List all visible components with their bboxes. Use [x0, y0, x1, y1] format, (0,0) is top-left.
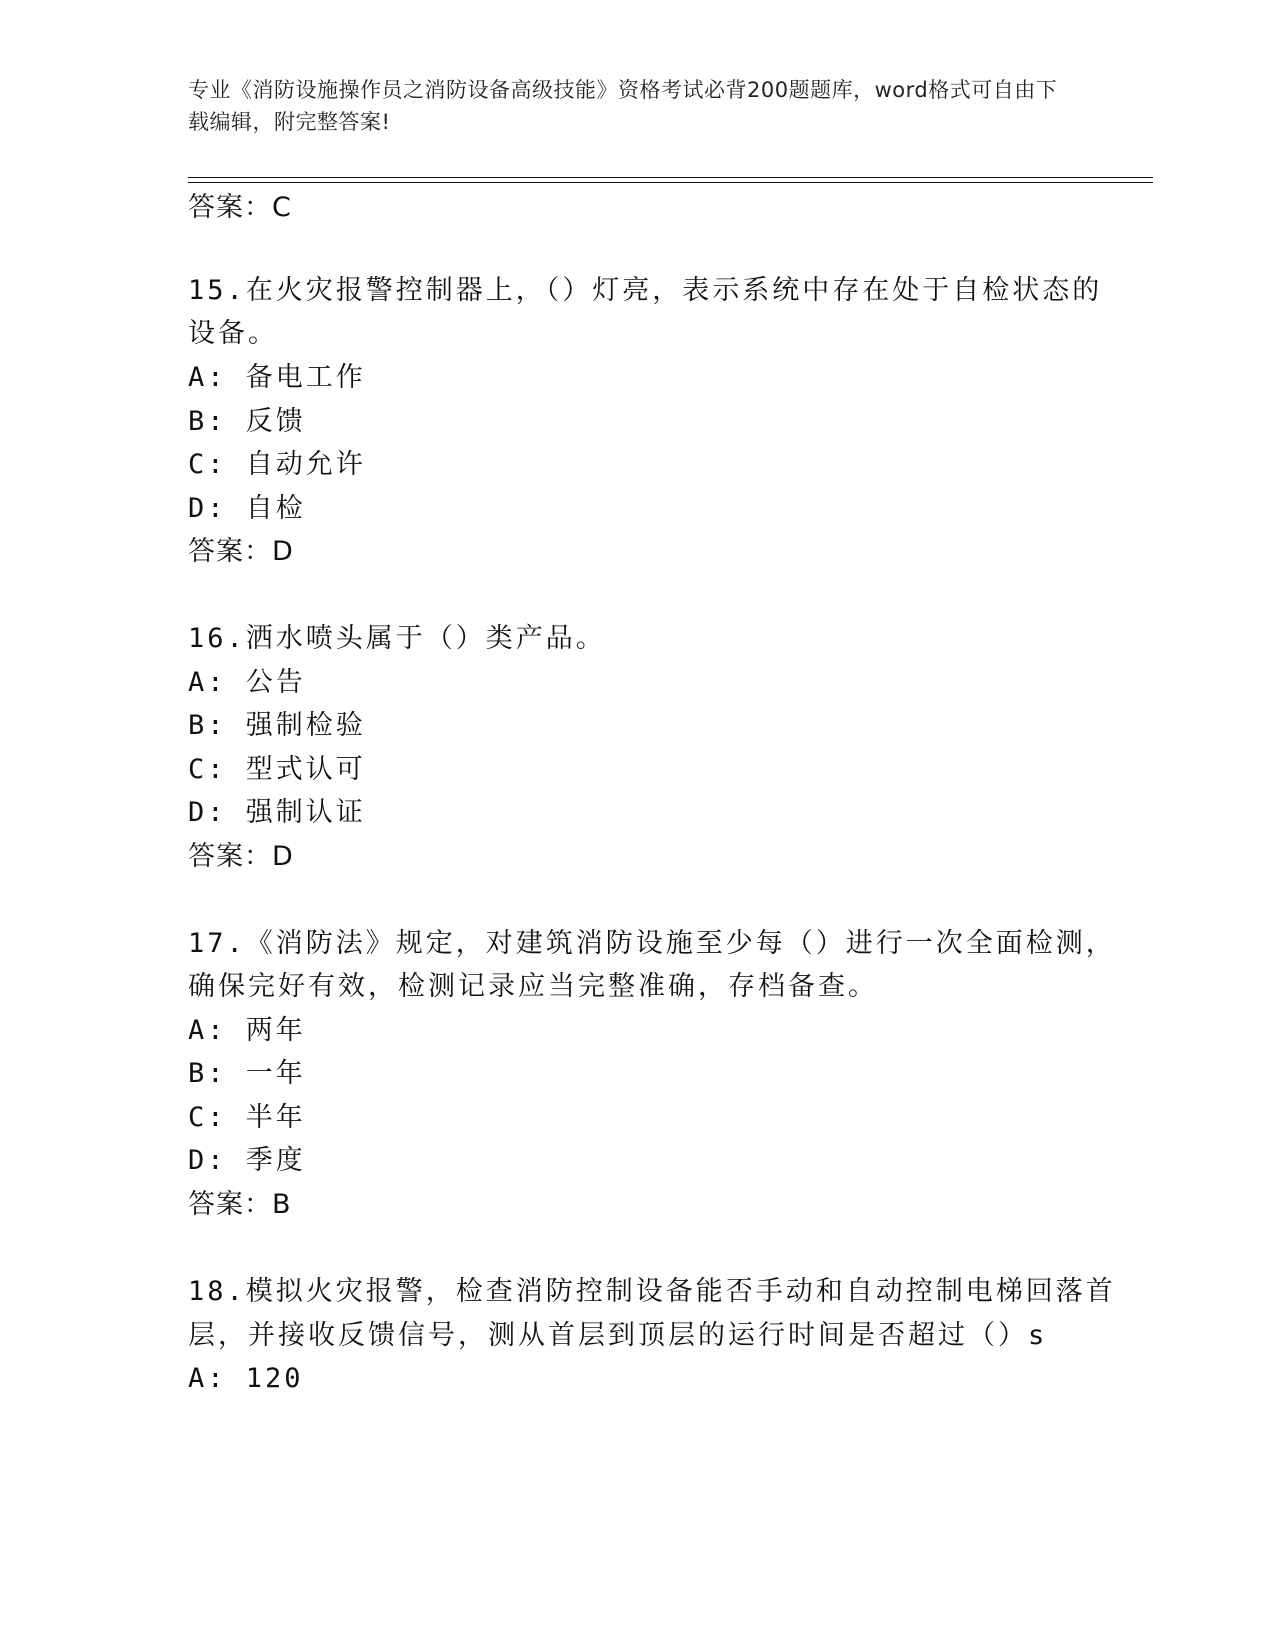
option-b: B: 一年	[188, 1058, 306, 1089]
option-a: A: 公告	[188, 667, 306, 698]
answer-previous: 答案：C	[188, 192, 292, 223]
option-b: B: 反馈	[188, 406, 306, 437]
header-divider-bottom	[188, 182, 1153, 183]
question-text-line1: 18.模拟火灾报警，检查消防控制设备能否手动和自动控制电梯回落首	[188, 1276, 1116, 1307]
question-text-line1: 16.洒水喷头属于（）类产品。	[188, 623, 606, 654]
option-d: D: 自检	[188, 493, 306, 524]
option-b: B: 强制检验	[188, 710, 366, 741]
document-header: 专业《消防设施操作员之消防设备高级技能》资格考试必背200题题库，word格式可自由下载编辑，附完整答案!	[188, 78, 1058, 134]
option-d: D: 季度	[188, 1145, 306, 1176]
option-c: C: 型式认可	[188, 754, 366, 785]
option-a: A: 备电工作	[188, 362, 366, 393]
option-c: C: 半年	[188, 1102, 306, 1133]
question-text-line2: 确保完好有效，检测记录应当完整准确，存档备查。	[188, 971, 878, 1002]
option-a: A: 两年	[188, 1015, 306, 1046]
header-divider-top	[188, 177, 1153, 178]
question-text-line1: 17.《消防法》规定，对建筑消防设施至少每（）进行一次全面检测，	[188, 928, 1116, 959]
question-text-line2: 设备。	[188, 318, 278, 349]
answer-label: 答案：D	[188, 536, 294, 567]
answer-label: 答案：D	[188, 841, 294, 872]
question-text-line1: 15.在火灾报警控制器上，（）灯亮，表示系统中存在处于自检状态的	[188, 275, 1103, 306]
option-d: D: 强制认证	[188, 797, 366, 828]
answer-label: 答案：B	[188, 1189, 292, 1220]
option-c: C: 自动允许	[188, 449, 366, 480]
question-text-line2: 层，并接收反馈信号，测从首层到顶层的运行时间是否超过（）s	[188, 1320, 1048, 1351]
option-a: A: 120	[188, 1363, 304, 1394]
